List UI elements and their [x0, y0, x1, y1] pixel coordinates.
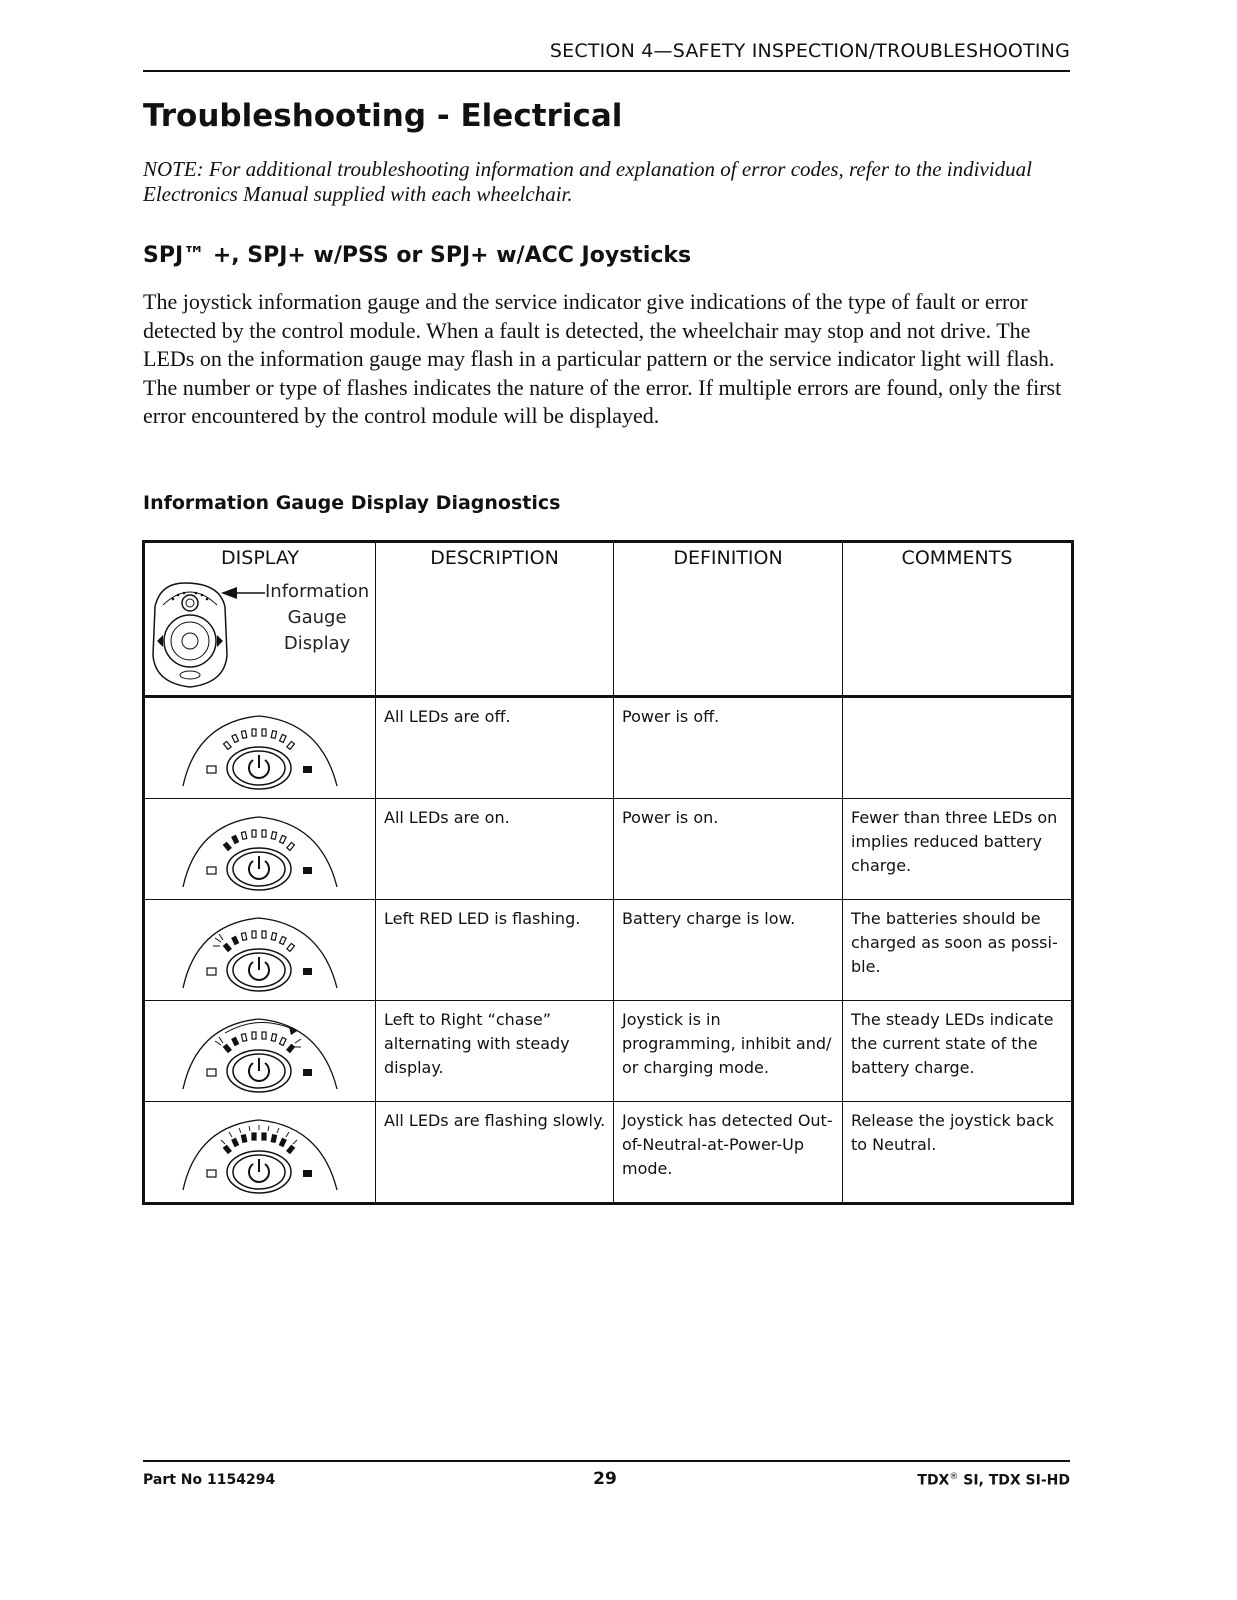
- column-header-definition: DEFINITION: [614, 542, 843, 697]
- table-row: [144, 697, 1073, 799]
- section-header: SECTION 4—SAFETY INSPECTION/TROUBLESHOOTING: [549, 40, 1070, 62]
- footer-part-number: Part No 1154294: [143, 1472, 276, 1488]
- header-rule: [143, 70, 1070, 72]
- note-text: NOTE: For additional troubleshooting information and explanation of error codes, refer to the individual Electronics Manual supplied with each wheelchair.: [143, 157, 1032, 206]
- definition-cell: Joystick has detected Out-of-Neutral-at-Power-Up mode.: [614, 1102, 843, 1204]
- comments-cell: The batteries should be charged as soon as possi-ble.: [843, 900, 1073, 1001]
- display-cell: [144, 900, 376, 1001]
- column-header-display: [144, 542, 376, 697]
- definition-cell: Power is off.: [614, 697, 843, 799]
- page-title: Troubleshooting - Electrical: [143, 98, 623, 134]
- section-subtitle: SPJ™ +, SPJ+ w/PSS or SPJ+ w/ACC Joysticks: [143, 243, 692, 268]
- table-heading: Information Gauge Display Diagnostics: [143, 492, 561, 514]
- display-cell: [144, 697, 376, 799]
- column-label: DISPLAY: [221, 547, 299, 569]
- definition-cell: Power is on.: [614, 799, 843, 900]
- all-on-gauge-icon: [181, 803, 341, 893]
- description-cell: All LEDs are flashing slowly.: [376, 1102, 614, 1204]
- comments-cell: Release the joystick back to Neutral.: [843, 1102, 1073, 1204]
- footer-model: TDX® SI, TDX SI-HD: [917, 1472, 1070, 1489]
- display-cell: [144, 1001, 376, 1102]
- table-row: [144, 799, 1073, 900]
- left-red-flashing-gauge-icon: [181, 904, 341, 994]
- definition-cell: Battery charge is low.: [614, 900, 843, 1001]
- comments-cell: [843, 697, 1073, 799]
- definition-cell: Joystick is in programming, inhibit and/ or charging mode.: [614, 1001, 843, 1102]
- description-cell: All LEDs are on.: [376, 799, 614, 900]
- body-paragraph: The joystick information gauge and the service indicator give indications of the type of fault or error detected by the control module. When a fault is detected, the wheelchair may stop and not drive. The LEDs on the information gauge may flash in a particular pattern or the service indicator light will flash. The number or type of flashes indicates the nature of the error. If multiple errors are found, only the first error encountered by the control module will be displayed.: [143, 289, 1062, 429]
- all-flashing-gauge-icon: [181, 1106, 341, 1196]
- description-cell: Left to Right “chase” alternating with steady display.: [376, 1001, 614, 1102]
- table-row: [144, 1102, 1073, 1204]
- table-header-row: [144, 542, 1073, 697]
- display-cell: [144, 1102, 376, 1204]
- chase-gauge-icon: [181, 1005, 341, 1095]
- comments-cell: The steady LEDs indicate the current state of the battery charge.: [843, 1001, 1073, 1102]
- display-cell: [144, 799, 376, 900]
- information-gauge-label: Information Gauge Display: [265, 581, 370, 654]
- description-cell: All LEDs are off.: [376, 697, 614, 799]
- table-row: [144, 900, 1073, 1001]
- description-cell: Left RED LED is flashing.: [376, 900, 614, 1001]
- comments-cell: Fewer than three LEDs on implies reduced battery charge.: [843, 799, 1073, 900]
- all-off-gauge-icon: [181, 702, 341, 792]
- table-row: [144, 1001, 1073, 1102]
- footer-rule: [143, 1460, 1070, 1462]
- column-header-comments: COMMENTS: [843, 542, 1073, 697]
- page-number: 29: [593, 1469, 617, 1489]
- column-header-description: DESCRIPTION: [376, 542, 614, 697]
- diagnostics-table: [142, 540, 1074, 1205]
